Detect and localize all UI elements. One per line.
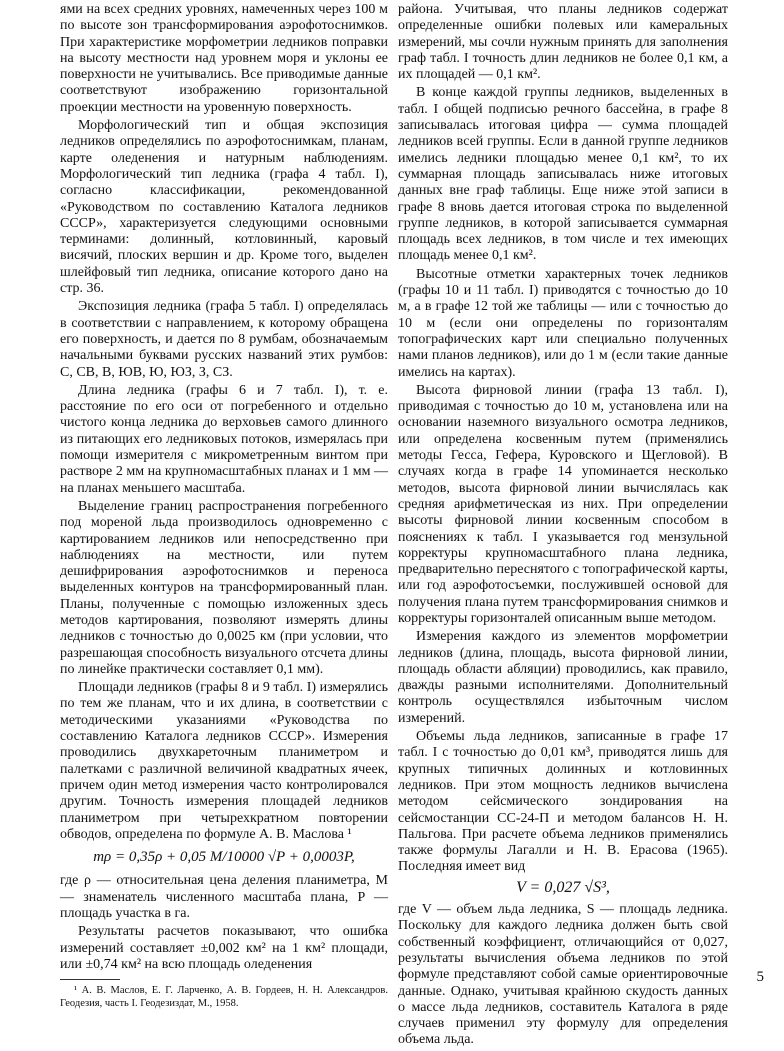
paragraph: Экспозиция ледника (графа 5 табл. I) определялась в соответствии с направлением, к которому обращена его поверхность, и дается по 8 румбам, обозначаемым начальными буквами русских названий этих румбов: С, СВ, В, ЮВ, Ю, ЮЗ, З, СЗ. [60, 299, 388, 380]
page-number: 5 [756, 969, 764, 985]
paragraph: где ρ — относительная цена деления планиметра, M — знаменатель численного масштаба плана, P — площадь участка в га. [60, 873, 388, 922]
paragraph: ями на всех средних уровнях, намеченных через 100 м по высоте зон трансформирования аэрофотоснимков. При характеристике морфометрии ледников поправки на высоту местности над уровнем моря и уклоны ее поверхности не учитывались. Все приводимые данные соответствуют изображению горизонтальной проекции местности на уровенную поверхность. [60, 2, 388, 115]
paragraph: Морфологический тип и общая экспозиция ледников определялись по аэрофотоснимкам, планам, карте оледенения и натурным наблюдениям. Морфологический тип ледника (графа 4 табл. I), согласно классификации, рекомендованной «Руководством по составлению Каталога ледников СССР», характеризуется следующими основными терминами: долинный, котловинный, каровый висячий, плоских вершин и др. Кроме того, выделен шлейфовый тип ледника, описание которого дано на стр. 36. [60, 118, 388, 297]
paragraph: Высота фирновой линии (графа 13 табл. I), приводимая с точностью до 10 м, установлена или на основании наземного визуального осмотра ледников, или определена косвенным путем (применялись методы Гесса, Гефера, Куровского и Щегловой). В случаях когда в графе 14 упоминается несколько методов, высота фирновой линии вычислялась как средняя арифметическая из них. При определении высоты фирновой линии косвенным способом в пояснениях к табл. I указывается год мензульной корректуры крупномасштабного плана ледника, предварительно переснятого с топографической карты, или год аэрофотосъемки, послужившей основой для получения плана путем трансформирования снимков и корректуры горизонталей описанным выше методом. [398, 382, 728, 626]
maslov-formula: mρ = 0,35ρ + 0,05 M/10000 √P + 0,0003P, [93, 849, 355, 866]
footnote: ¹ А. В. Маслов, Е. Г. Ларченко, А. В. Гордеев, Н. Н. Александров. Геодезия, часть I. Геодезиздат, М., 1958. [60, 985, 388, 1010]
paragraph: Высотные отметки характерных точек ледников (графы 10 и 11 табл. I) приводятся с точностью до 10 м, а в графе 12 той же таблицы — или с точностью до 10 м (если они определены по горизонталям топографических карт или специально полученных нами планов ледников), или до 1 м (если такие данные имелись на картах). [398, 266, 728, 380]
paragraph: Длина ледника (графы 6 и 7 табл. I), т. е. расстояние по его оси от погребенного и отдельно чистого конца ледника до верховьев самого длинного из питающих его ледниковых потоков, измерялась при помощи измерителя с микрометренным винтом при растворе 2 мм на крупномасштабных планах и 1 мм — на планах меньшего масштаба. [60, 382, 388, 496]
paragraph: В конце каждой группы ледников, выделенных в табл. I общей подписью речного бассейна, в графе 8 записывалась итоговая цифра — сумма площадей ледников всей группы. Если в данной группе ледников имелись ледники площадью менее 0,1 км², то их суммарная площадь записывалась ниже итоговых данных вне граф таблицы. Еще ниже этой записи в графе 8 вновь дается итоговая строка по выделенной группе ледников, в которой записывается суммарная площадь всех ледников, в том числе и тех имеющих площадь менее 0,1 км². [398, 85, 728, 264]
paragraph: Выделение границ распространения погребенного под мореной льда производилось одновременно с картированием ледников или непосредственно при наблюдениях на местности, или путем дешифрирования аэрофотоснимков и переноса выделенных контуров на трансформированный план. Планы, полученные с помощью изложенных здесь методов картирования, позволяют измерять длины ледников с точностью до 0,0025 км (при условии, что разрешающая способность визуального отсчета длины по линейке практически составляет 0,1 мм). [60, 498, 388, 677]
footnote-divider [60, 979, 120, 980]
right-column [398, 2, 728, 1051]
paragraph: где V — объем льда ледника, S — площадь ледника. Поскольку для каждого ледника должен быть свой собственный коэффициент, отличающийся от 0,027, результаты вычисления объема ледников по этой формуле представляют собой самые ориентировочные данные. Однако, учитывая крайнюю скудость данных о массе льда ледников, составитель Каталога в ряде случаев применил эту формулу для определения объема льда. [398, 902, 728, 1048]
paragraph: района. Учитывая, что планы ледников содержат определенные ошибки полевых или камеральных измерений, мы сочли нужным принять для заполнения граф табл. I точность длин ледников не более 0,1 км, а их площадей — 0,1 км². [398, 2, 728, 83]
paragraph: Объемы льда ледников, записанные в графе 17 табл. I с точностью до 0,01 км³, приводятся лишь для крупных типичных долинных и котловинных ледников. При этом мощность ледников вычислена методом сейсмического зондирования на сейсмостанции СС-24-П и методом балансов Н. Н. Пальгова. При расчете объема ледников применялись также формулы Лагалли и Н. В. Ерасова (1965). Последняя имеет вид [398, 729, 728, 875]
volume-formula: V = 0,027 √S³, [516, 878, 610, 896]
paragraph: Результаты расчетов показывают, что ошибка измерений составляет ±0,002 км² на 1 км² площади, или ±0,74 км² на всю площадь оледенения [60, 924, 388, 972]
paragraph: Измерения каждого из элементов морфометрии ледников (длина, площадь, высота фирновой линии, площадь области абляции) проводились, как правило, дважды разными исполнителями. Дополнительный контроль осуществлялся избыточным числом измерений. [398, 629, 728, 726]
paragraph: Площади ледников (графы 8 и 9 табл. I) измерялись по тем же планам, что и их длина, в соответствии с методическими указаниями «Руководства по составлению Каталога ледников СССР». Измерения проводились двухкареточным планиметром и палетками с различной величиной квадратных ячеек, причем один метод измерения часто контролировался другим. Точность измерения площадей ледников планиметром при четырехкратном повторении обводов, определена по формуле А. В. Маслова ¹ [60, 680, 388, 842]
left-column [60, 2, 388, 1010]
